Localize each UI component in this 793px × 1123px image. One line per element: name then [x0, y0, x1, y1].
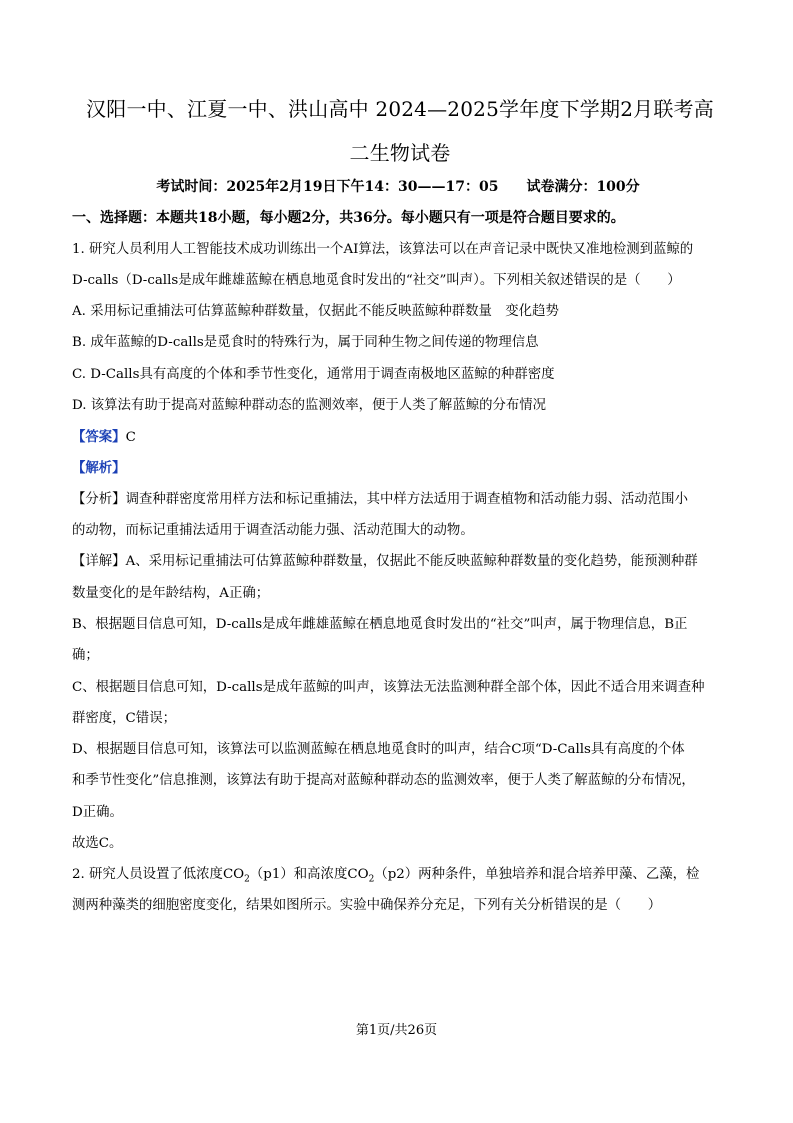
exam-title-line1: 汉阳一中、江夏一中、洪山高中 2024—2025学年度下学期2月联考高 [86, 97, 714, 121]
analysis-tag: 【解析】 [72, 460, 126, 476]
q1-detail-b-line1: B、根据题目信息可知，D-calls是成年雌雄蓝鲸在栖息地觅食时发出的“社交”叫声，属于物理信息，B正 [72, 617, 688, 632]
q1-detail-b-line2: 确； [72, 648, 99, 663]
q1-option-d: D. 该算法有助于提高对蓝鲸种群动态的监测效率，便于人类了解蓝鲸的分布情况 [72, 398, 547, 413]
q2-stem-part1: 2. 研究人员设置了低浓度CO [72, 867, 245, 882]
q2-stem-line1 [72, 866, 724, 884]
q1-detail-c-line1: C、根据题目信息可知，D-calls是成年蓝鲸的叫声，该算法无法监测种群全部个体，因此不适合用来调查种 [72, 680, 705, 695]
answer-tag: 【答案】 [72, 429, 126, 445]
q1-fenxi-line2: 的动物，而标记重捕法适用于调查活动能力强、活动范围大的动物。 [72, 523, 474, 538]
q1-fenxi-line1 [72, 491, 724, 509]
q1-detail-d-line1: D、根据题目信息可知，该算法可以监测蓝鲸在栖息地觅食时的叫声，结合C项“D-Calls具有高度的个体 [72, 742, 685, 757]
q1-detail-d-line3: D正确。 [72, 805, 123, 820]
detail-tag: 【详解】 [72, 554, 126, 569]
q1-answer [72, 428, 724, 447]
q1-stem-line1: 1. 研究人员利用人工智能技术成功训练出一个AI算法，该算法可以在声音记录中既快又准地检测到蓝鲸的 [72, 242, 694, 257]
fenxi-text-1: 调查种群密度常用样方法和标记重捕法，其中样方法适用于调查植物和活动能力弱、活动范围小 [125, 492, 688, 507]
q1-detail-a-line1 [72, 553, 724, 571]
q1-detail-c-line2: 群密度，C错误； [72, 711, 176, 726]
section-heading: 一、选择题：本题共18小题，每小题2分，共36分。每小题只有一项是符合题目要求的。 [72, 210, 625, 226]
q2-stem-part3: （p2）两种条件，单独培养和混合培养甲藻、乙藻，检 [374, 867, 700, 882]
fenxi-tag: 【分析】 [72, 492, 126, 507]
q1-stem-line2: D-calls（D-calls是成年雌雄蓝鲸在栖息地觅食时发出的“社交”叫声）。下列相关叙述错误的是（ ） [72, 273, 681, 288]
q1-analysis-heading [72, 459, 724, 478]
exam-title-line2: 二生物试卷 [349, 141, 451, 165]
page-footer: 第1页/共26页 [355, 1023, 438, 1038]
exam-info: 考试时间：2025年2月19日下午14：30——17：05 试卷满分：100分 [156, 179, 640, 195]
q1-detail-a-line2: 数量变化的是年龄结构，A正确； [72, 586, 270, 601]
q1-conclusion: 故选C。 [72, 836, 123, 851]
q2-stem-part2: （p1）和高浓度CO [249, 867, 369, 882]
answer-value: C [125, 430, 136, 445]
detail-a-text-1: A、采用标记重捕法可估算蓝鲸种群数量，仅据此不能反映蓝鲸种群数量的变化趋势，能预测种群 [125, 554, 698, 569]
q2-sub2: 2 [368, 874, 375, 884]
q2-stem-line2: 测两种藻类的细胞密度变化，结果如图所示。实验中确保养分充足，下列有关分析错误的是（ ） [72, 898, 662, 913]
q1-option-c: C. D-Calls具有高度的个体和季节性变化，通常用于调查南极地区蓝鲸的种群密度 [72, 367, 555, 382]
q1-option-b: B. 成年蓝鲸的D-calls是觅食时的特殊行为，属于同种生物之间传递的物理信息 [72, 335, 539, 350]
q1-detail-d-line2: 和季节性变化”信息推测，该算法有助于提高对蓝鲸种群动态的监测效率，便于人类了解蓝鲸的分布情况， [72, 773, 695, 788]
q1-option-a: A. 采用标记重捕法可估算蓝鲸种群数量，仅据此不能反映蓝鲸种群数量 变化趋势 [72, 304, 559, 319]
q2-sub1: 2 [244, 874, 250, 884]
